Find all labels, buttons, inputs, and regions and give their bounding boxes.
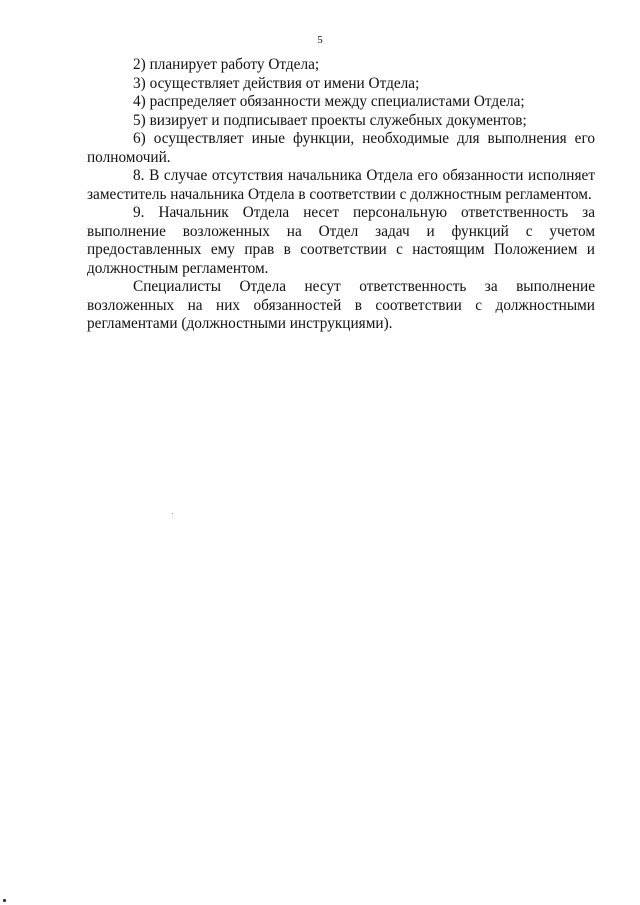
list-item-distribute-duties: 4) распределяет обязанности между специалистами Отдела; [133,93,525,110]
paragraph-specialists: Специалисты Отдела несут ответственность за выполнение возложенных на них обязанностей в соответствии с должностными регламентами (должностными инструкциями). [87,278,595,332]
list-item-other-functions: 6) осуществляет иные функции, необходимые для выполнения его полномочий. [87,130,595,166]
list-item-endorse-documents: 5) визирует и подписывает проекты служебных документов; [133,111,527,129]
scan-speck [172,513,173,514]
paragraph-8-deputy: 8. В случае отсутствия начальника Отдела его обязанности исполняет заместитель начальника Отдела в соответствии с должностным регламентом. [87,167,595,203]
page-number: 5 [317,34,323,46]
list-item-act-on-behalf: 3) осуществляет действия от имени Отдела; [133,74,420,92]
list-item-plan-work: 2) планирует работу Отдела; [133,56,320,73]
paragraph-9-responsibility: 9. Начальник Отдела несет персональную ответственность за выполнение возложенных на Отдел задач и функций с учетом предоставленных ему прав в соответствии с настоящим Положением и должностным регламентом. [87,204,595,277]
document-body [87,56,595,334]
scan-speck [3,899,6,902]
